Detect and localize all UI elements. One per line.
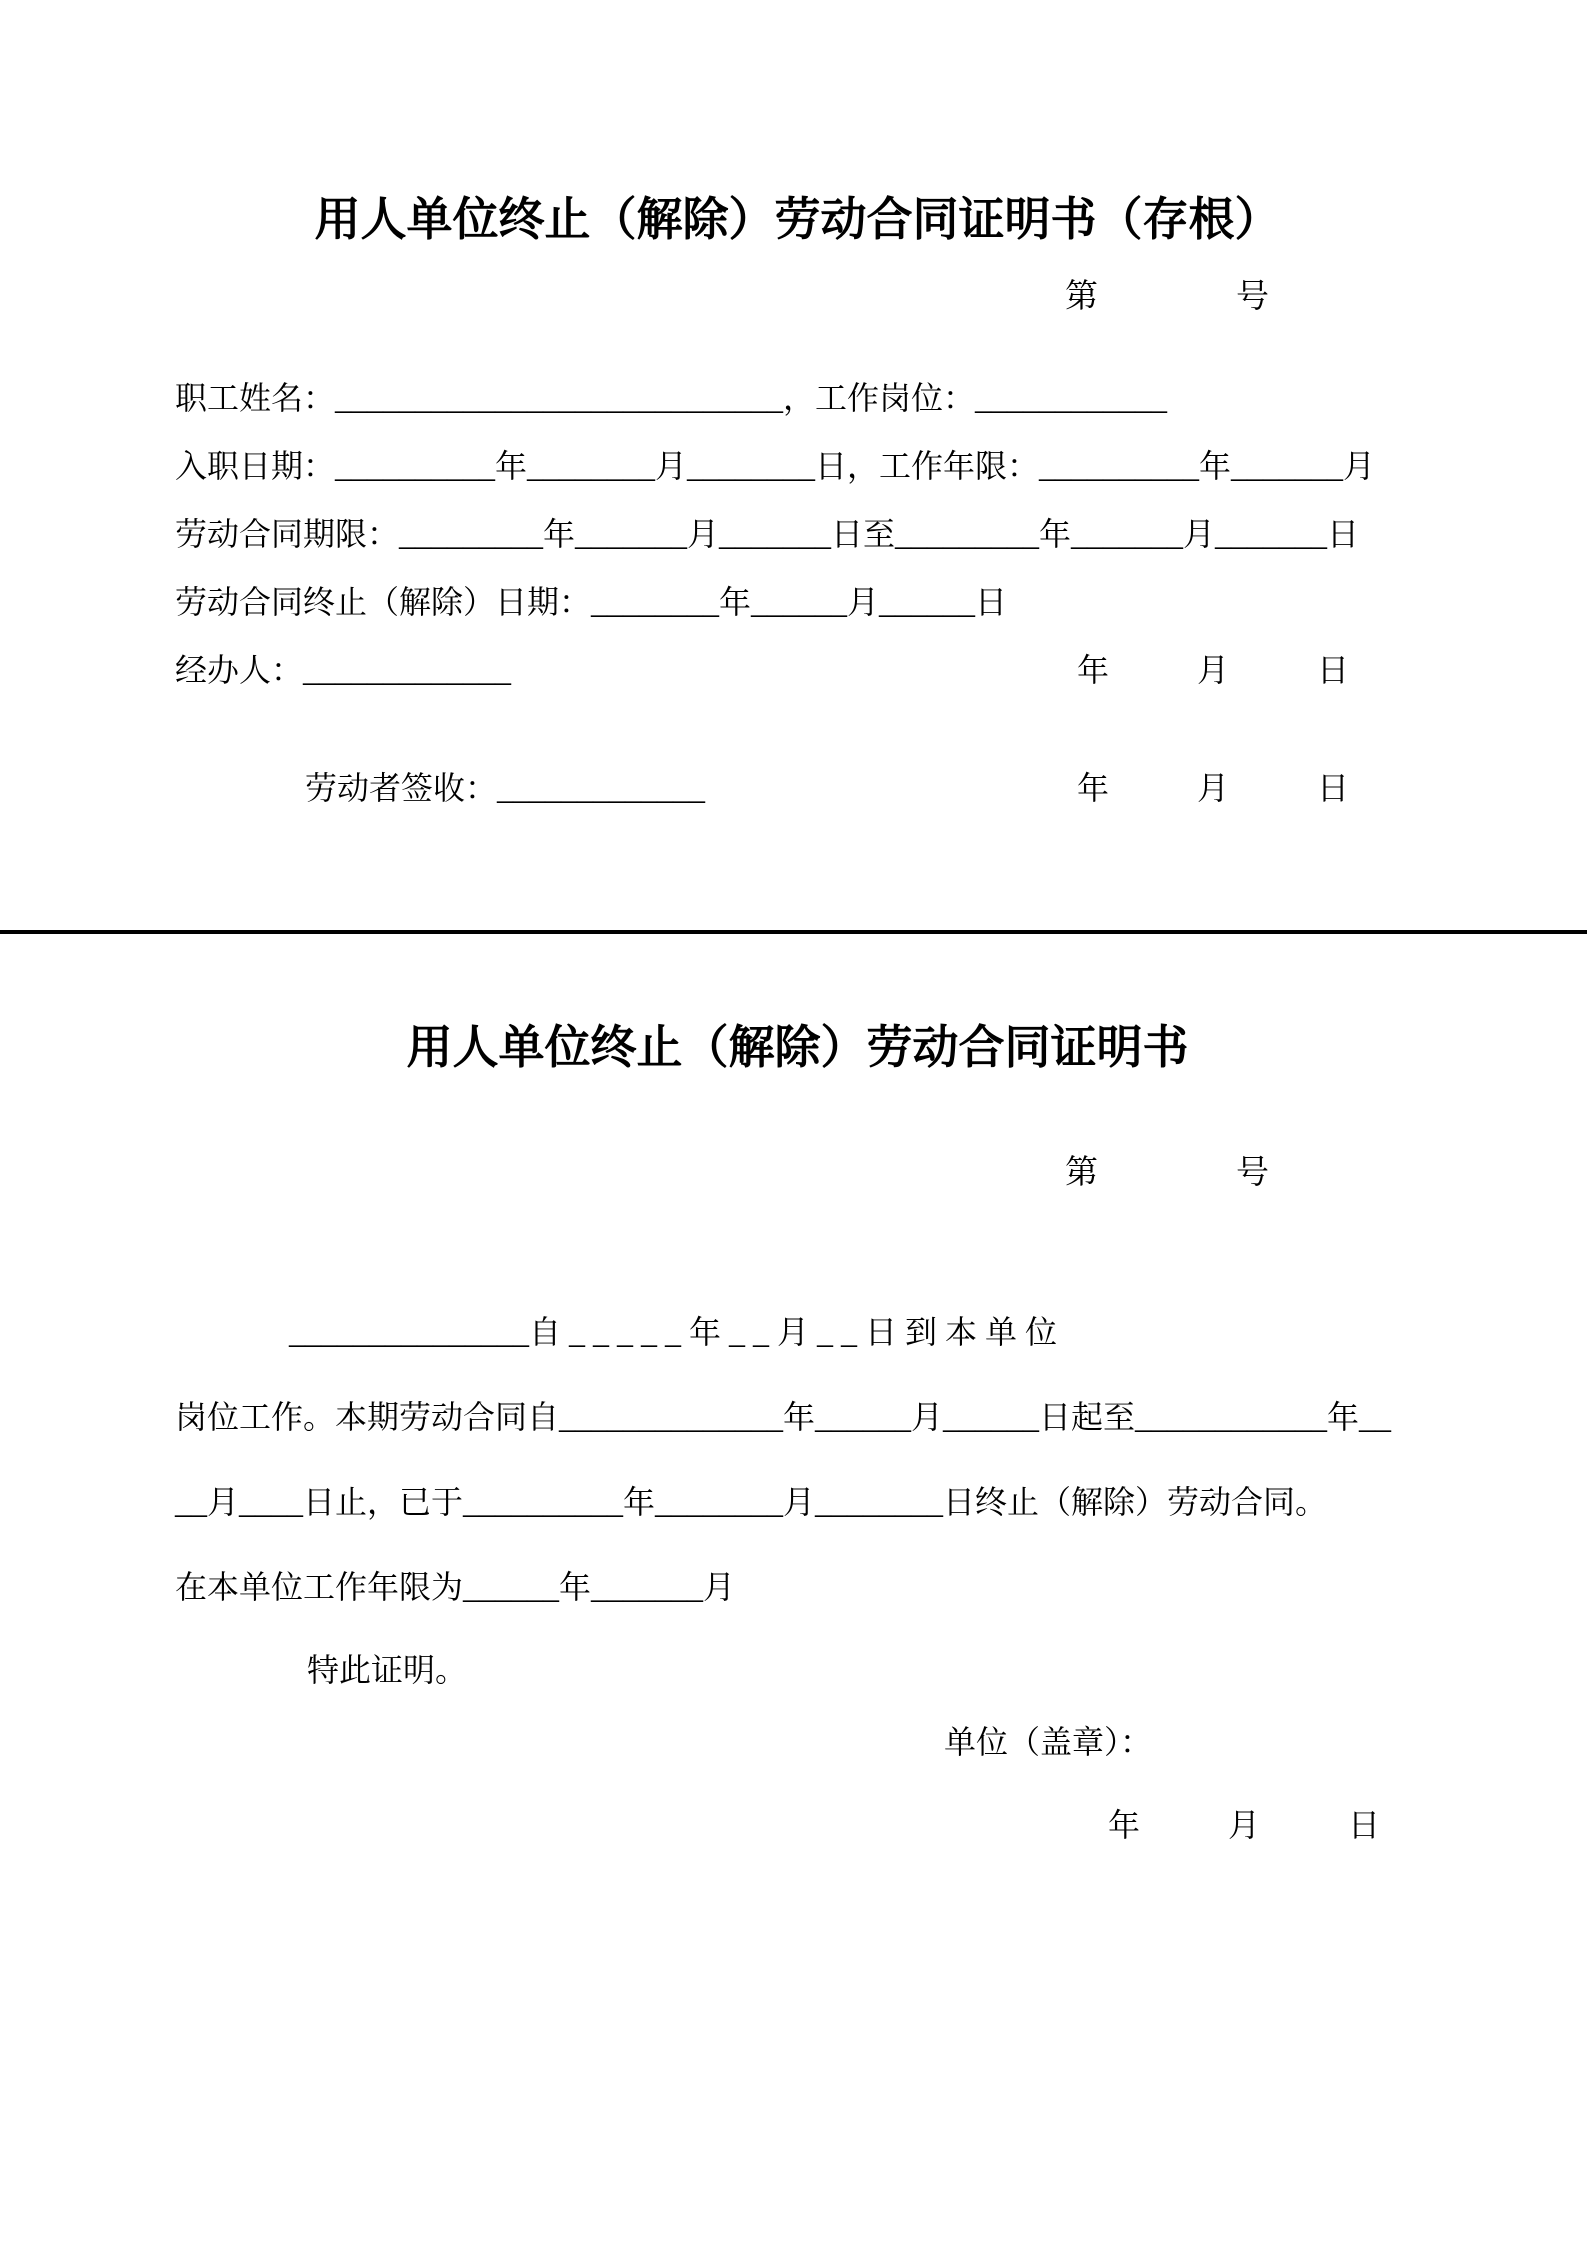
certificate-date-month: 月	[1228, 1807, 1261, 1843]
stub-form-lines	[175, 364, 1420, 822]
stub-section	[175, 190, 1420, 822]
hire-date-line: 入职日期：__________年________月________日，工作年限：__________年_______月	[175, 448, 1376, 484]
stub-number-line	[175, 270, 1420, 316]
worker-sign-label: 劳动者签收：_____________	[305, 770, 706, 806]
contract-term-line: 劳动合同期限：_________年_______月_______日至_________年_______月_______日	[175, 516, 1360, 552]
paragraph-line-2: 岗位工作。本期劳动合同自______________年______月______日起至____________年__	[175, 1399, 1392, 1435]
certificate-title: 用人单位终止（解除）劳动合同证明书	[406, 1021, 1189, 1073]
stub-number-suffix: 号	[1236, 278, 1269, 315]
worker-sign-line	[175, 754, 1420, 822]
certificate-date-line	[175, 1790, 1420, 1860]
worker-sign-date-group	[1077, 754, 1349, 822]
certificate-number-suffix: 号	[1236, 1154, 1269, 1191]
agent-date-year: 年	[1076, 652, 1109, 688]
agent-date-group	[1077, 636, 1349, 704]
paragraph-line-3: __月____日止，已于__________年________月________日终止（解除）劳动合同。	[175, 1484, 1328, 1520]
employee-name-line: 职工姓名：____________________________，工作岗位：____________	[175, 380, 1168, 416]
certificate-paragraph	[175, 1290, 1420, 1630]
agent-line	[175, 636, 1420, 704]
agent-date-day: 日	[1316, 652, 1349, 688]
certificate-date-year: 年	[1108, 1807, 1141, 1843]
stub-title: 用人单位终止（解除）劳动合同证明书（存根）	[314, 193, 1281, 245]
termination-date-line: 劳动合同终止（解除）日期：________年______月______日	[175, 584, 1008, 620]
worker-sign-date-month: 月	[1196, 770, 1229, 806]
seal-label: 单位（盖章）：	[944, 1724, 1153, 1760]
closing-statement: 特此证明。	[307, 1652, 468, 1688]
certificate-number-line	[175, 1146, 1420, 1192]
worker-sign-date-year: 年	[1076, 770, 1109, 806]
certificate-section	[175, 1018, 1420, 1860]
certificate-number-prefix: 第	[1065, 1154, 1098, 1191]
stub-number-prefix: 第	[1065, 278, 1098, 315]
section-divider	[0, 930, 1587, 934]
certificate-date-day: 日	[1348, 1807, 1381, 1843]
paragraph-line-1: _______________自 _ _ _ _ _ 年 _ _ 月 _ _ 日 到 本 单 位	[289, 1314, 1058, 1350]
agent-date-month: 月	[1196, 652, 1229, 688]
agent-label: 经办人：_____________	[175, 652, 512, 688]
worker-sign-date-day: 日	[1316, 770, 1349, 806]
paragraph-line-4: 在本单位工作年限为______年_______月	[175, 1569, 736, 1605]
